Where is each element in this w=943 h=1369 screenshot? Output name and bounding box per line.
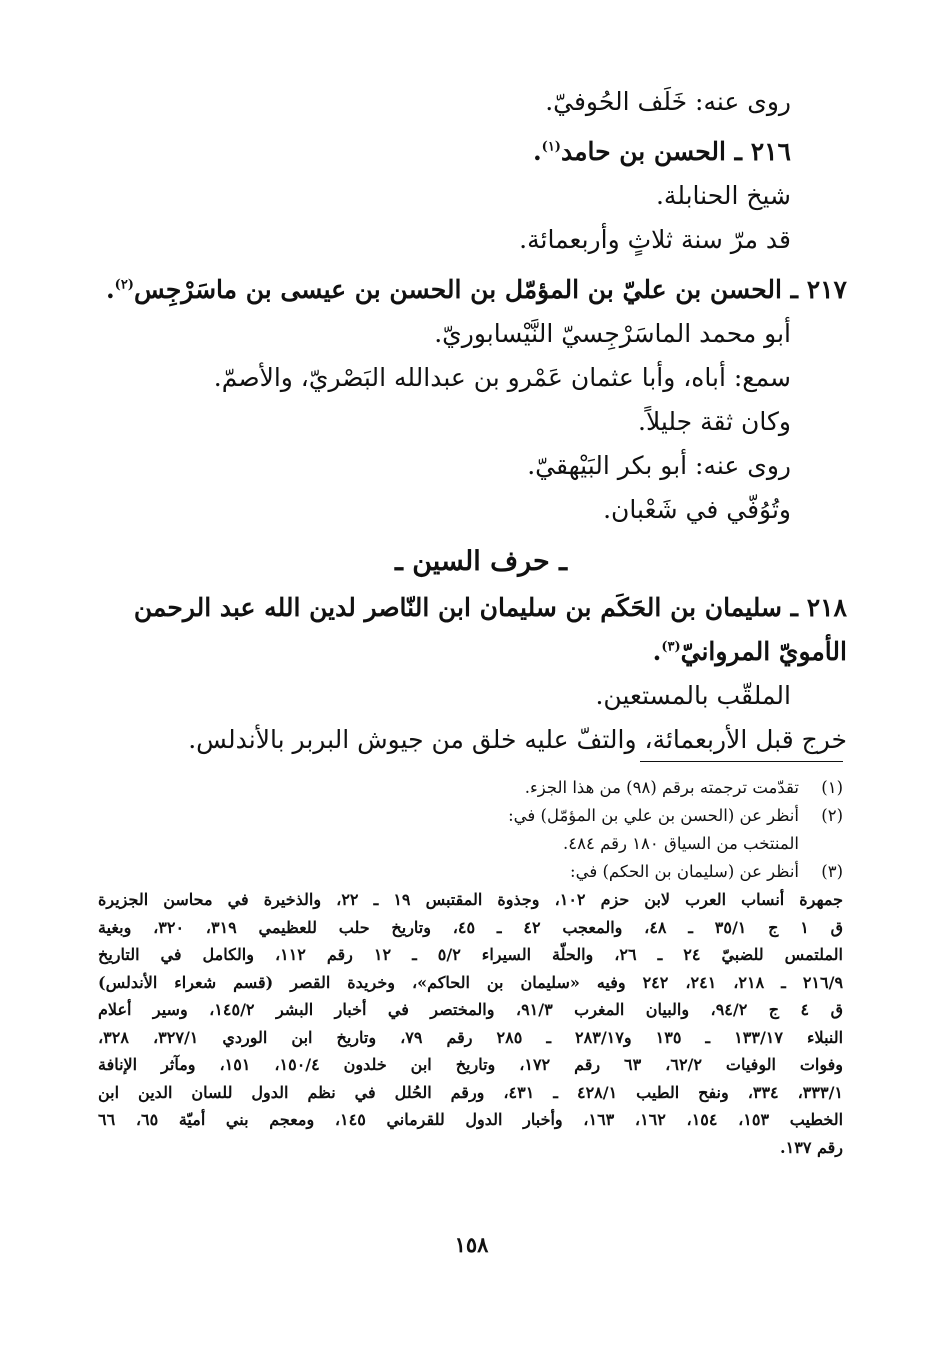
entry-216-line: شيخ الحنابلة. [655, 181, 791, 210]
entry-218-line: خرج قبل الأربعمائة، والتفّ عليه خلق من جيوش البربر بالأندلس. [188, 725, 847, 754]
heading-end: . [652, 637, 662, 666]
footnote-3-line: النبلاء ١٣٣/١٧ ـ ١٣٥ و٢٨٣/١٧ ـ ٢٨٥ رقم ٧٩، وتاريخ ابن الوردي ٣٢٧/١، ٣٢٨، [98, 1027, 844, 1047]
heading-end: . [105, 275, 115, 304]
footnote-text: أنظر عن (سليمان بن الحكم) في: [570, 862, 799, 881]
main-text [105, 80, 847, 762]
entry-217-line: أبو محمد الماسَرْجِسيّ النَّيْسابوريّ. [434, 319, 791, 348]
entry-heading-text: ٢١٦ ـ الحسن بن حامد [560, 137, 791, 166]
footnotes [98, 774, 843, 1161]
footnote-1 [98, 774, 843, 802]
footnote-ref-1[interactable]: (١) [541, 139, 561, 155]
footnote-3-line: وفوات الوفيات ٦٢/٢، ٦٣ رقم ١٧٢، وتاريخ ابن خلدون ١٥٠/٤، ١٥١، ومآثر الإنافة [98, 1055, 843, 1074]
footnote-separator [640, 761, 843, 762]
entry-217-line: وكان ثقة جليلاً. [638, 407, 791, 436]
footnote-3-line: جمهرة أنساب العرب لابن حزم ١٠٢، وجذوة المقتبس ١٩ ـ ٢٢، والذخيرة في محاسن الجزيرة [98, 890, 844, 909]
footnote-number: (٢) [821, 806, 843, 825]
page-number: ١٥٨ [454, 1232, 489, 1257]
footnote-text: تقدّمت ترجمته برقم (٩٨) من هذا الجزء. [524, 778, 799, 797]
heading-end: . [532, 137, 542, 166]
entry-216-heading [111, 130, 791, 174]
footnote-text: أنظر عن (الحسن بن علي بن المؤمّل) في: [508, 806, 799, 825]
entry-218-heading-line-1: ٢١٨ ـ سليمان بن الحَكَم بن سليمان ابن النّاصر لدين الله عبد الرحمن [133, 593, 847, 622]
footnote-number: (٣) [821, 862, 843, 881]
footnote-ref-3[interactable]: (٣) [661, 639, 681, 655]
entry-216-line: قد مرّ سنة ثلاثٍ وأربعمائة. [519, 225, 791, 254]
footnote-2 [98, 802, 843, 830]
footnote-3-line: الملتمس للضبيّ ٢٤ ـ ٢٦، والحلّة السيراء ٥/٢ ـ ١٢ رقم ١١٢، والكامل في التاريخ [98, 945, 843, 964]
entry-217-line: روى عنه: أبو بكر البَيْهقيّ. [527, 451, 791, 480]
footnote-3-line: ق ٤ ج ٩٤/٢، والبيان المغرب ٩١/٣، والمختصر في أخبار البشر ١٤٥/٢، وسير أعلام [98, 1000, 843, 1019]
entry-heading-text: ٢١٧ ـ الحسن بن عليّ بن المؤمّل بن الحسن بن عيسى بن ماسَرْجِس [133, 275, 847, 304]
entry-217-heading [105, 268, 847, 312]
footnote-3-line: الخطيب ١٥٣، ١٥٤، ١٦٢، ١٦٣، وأخبار الدول للقرماني ١٤٥، ومعجم بني أميّة ٦٥، ٦٦ [98, 1110, 844, 1129]
footnote-3-line: ٣٣٣/١، ٣٣٤، ونفح الطيب ٤٢٨/١ ـ ٤٣١، ورقم الحُلل في نظم الدول للسان الدين ابن [98, 1082, 843, 1102]
footnote-ref-2[interactable]: (٢) [114, 277, 134, 293]
entry-218-line: الملقّب بالمستعين. [595, 681, 791, 710]
entry-heading-text: الأمويّ المروانيّ [680, 637, 847, 666]
footnote-2-continuation: المنتخب من السياق ١٨٠ رقم ٤٨٤. [563, 834, 799, 853]
footnote-number: (١) [821, 778, 843, 797]
section-heading: ـ حرف السين ـ [394, 546, 568, 577]
entry-218-heading-line-2 [111, 630, 847, 674]
footnote-3-line: ق ١ ج ٣٥/١ ـ ٤٨، والمعجب ٤٢ ـ ٤٥، وتاريخ حلب للعظيمي ٣١٩، ٣٢٠، وبغية [98, 917, 844, 937]
entry-217-line: سمع: أباه، وأبا عثمان عَمْرو بن عبدالله البَصْريّ، والأصمّ. [213, 363, 791, 392]
footnote-3-line: رقم ١٣٧. [780, 1137, 843, 1157]
narration-line: روى عنه: خَلَف الحُوفيّ. [545, 87, 791, 116]
footnote-3-line: ٢١٦/٩ ـ ٢١٨، ٢٤١، ٢٤٢ وفيه «سليمان بن الحاكم»، وخريدة القصر (قسم شعراء الأندلس) [98, 972, 844, 992]
entry-217-line: وتُوُفّي في شَعْبان. [603, 495, 791, 524]
footnote-3 [98, 858, 843, 886]
